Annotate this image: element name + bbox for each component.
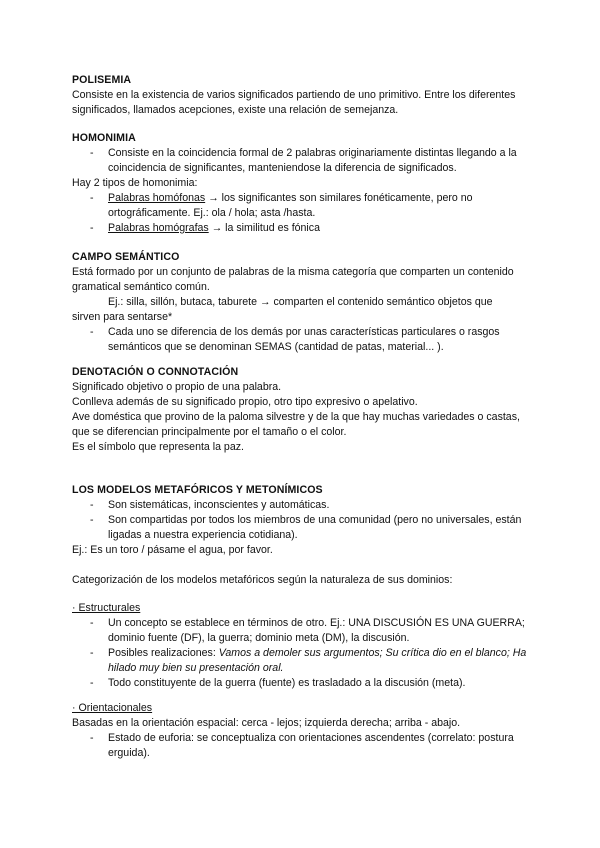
bullet-dash: -: [90, 192, 94, 204]
denotacion-line-4: Es el símbolo que representa la paz.: [72, 441, 244, 453]
bullet-text: Todo constituyente de la guerra (fuente) es trasladado a la discusión (meta).: [108, 677, 466, 689]
denotacion-line-1: Significado objetivo o propio de una palabra.: [72, 381, 282, 393]
bullet-text: Consiste en la coincidencia formal de 2 palabras originariamente distintas llegando a la coincidencia de significantes, manteniendose la diferencia de significados.: [108, 147, 517, 175]
polisemia-heading: POLISEMIA: [72, 74, 132, 86]
bullet-text: [108, 646, 528, 676]
bullet-dash: -: [90, 514, 94, 526]
polisemia-paragraph: Consiste en la existencia de varios significados partiendo de uno primitivo. Entre los diferentes significados, llamados acepciones, existe una relación de semejanza.: [72, 89, 516, 117]
campo-semantico-heading: CAMPO SEMÁNTICO: [72, 251, 180, 263]
bullet-text: Son sistemáticas, inconscientes y automáticas.: [108, 499, 330, 511]
bullet-dash: -: [90, 499, 94, 511]
modelos-categorizacion: Categorización de los modelos metafóricos según la naturaleza de sus dominios:: [72, 574, 453, 586]
homofonas-term: Palabras homófonas: [108, 192, 206, 204]
bullet-dash: -: [90, 677, 94, 689]
bullet-dash: -: [90, 647, 94, 659]
estructurales-heading: · Estructurales: [72, 602, 141, 614]
bullet-text: [108, 191, 528, 221]
homonimia-heading: HOMONIMIA: [72, 132, 136, 144]
orientacionales-heading: · Orientacionales: [72, 702, 153, 714]
campo-semantico-paragraph: Está formado por un conjunto de palabras de la misma categoría que comparten un contenido gramatical semántico común.: [72, 266, 514, 294]
bullet-dash: -: [90, 326, 94, 338]
realizaciones-label: Posibles realizaciones:: [108, 647, 219, 659]
homografas-term: Palabras homógrafas: [108, 222, 209, 234]
bullet-dash: -: [90, 222, 94, 234]
orientacionales-paragraph: Basadas en la orientación espacial: cerca - lejos; izquierda derecha; arriba - abajo.: [72, 717, 461, 729]
bullet-text: Son compartidas por todos los miembros de una comunidad (pero no universales, están ligadas a nuestra experiencia cotidiana).: [108, 514, 522, 542]
homofonas-definition: → los significantes son similares fonéticamente, pero no ortográficamente. Ej.: ola / hola; asta /hasta.: [108, 192, 473, 220]
homonimia-intro: Hay 2 tipos de homonimia:: [72, 177, 198, 189]
modelos-heading: LOS MODELOS METAFÓRICOS Y METONÍMICOS: [72, 484, 323, 496]
campo-semantico-example-cont: sirven para sentarse*: [72, 311, 173, 323]
denotacion-line-2: Conlleva además de su significado propio, otro tipo expresivo o apelativo.: [72, 396, 418, 408]
bullet-text: Cada uno se diferencia de los demás por unas características particulares o rasgos semánticos que se denominan SEMAS (cantidad de patas, material... ).: [108, 326, 500, 354]
bullet-dash: -: [90, 617, 94, 629]
bullet-text: Un concepto se establece en términos de otro. Ej.: UNA DISCUSIÓN ES UNA GUERRA; dominio fuente (DF), la guerra; dominio meta (DM), la discusión.: [108, 617, 525, 645]
bullet-dash: -: [90, 732, 94, 744]
modelos-example: Ej.: Es un toro / pásame el agua, por favor.: [72, 544, 273, 556]
bullet-text: [108, 221, 528, 236]
campo-semantico-example: Ej.: silla, sillón, butaca, taburete → comparten el contenido semántico objetos que: [108, 296, 493, 308]
bullet-text: Estado de euforia: se conceptualiza con orientaciones ascendentes (correlato: postura erguida).: [108, 732, 514, 760]
bullet-dash: -: [90, 147, 94, 159]
denotacion-line-3: Ave doméstica que provino de la paloma silvestre y de la que hay muchas variedades o castas, que se diferencian principalmente por el tamaño o el color.: [72, 411, 520, 439]
homografas-definition: → la similitud es fónica: [208, 222, 320, 234]
denotacion-heading: DENOTACIÓN O CONNOTACIÓN: [72, 366, 239, 378]
realizaciones-examples: Vamos a demoler sus argumentos; Su crítica dio en el blanco; Ha hilado muy bien su presentación oral.: [108, 647, 527, 675]
